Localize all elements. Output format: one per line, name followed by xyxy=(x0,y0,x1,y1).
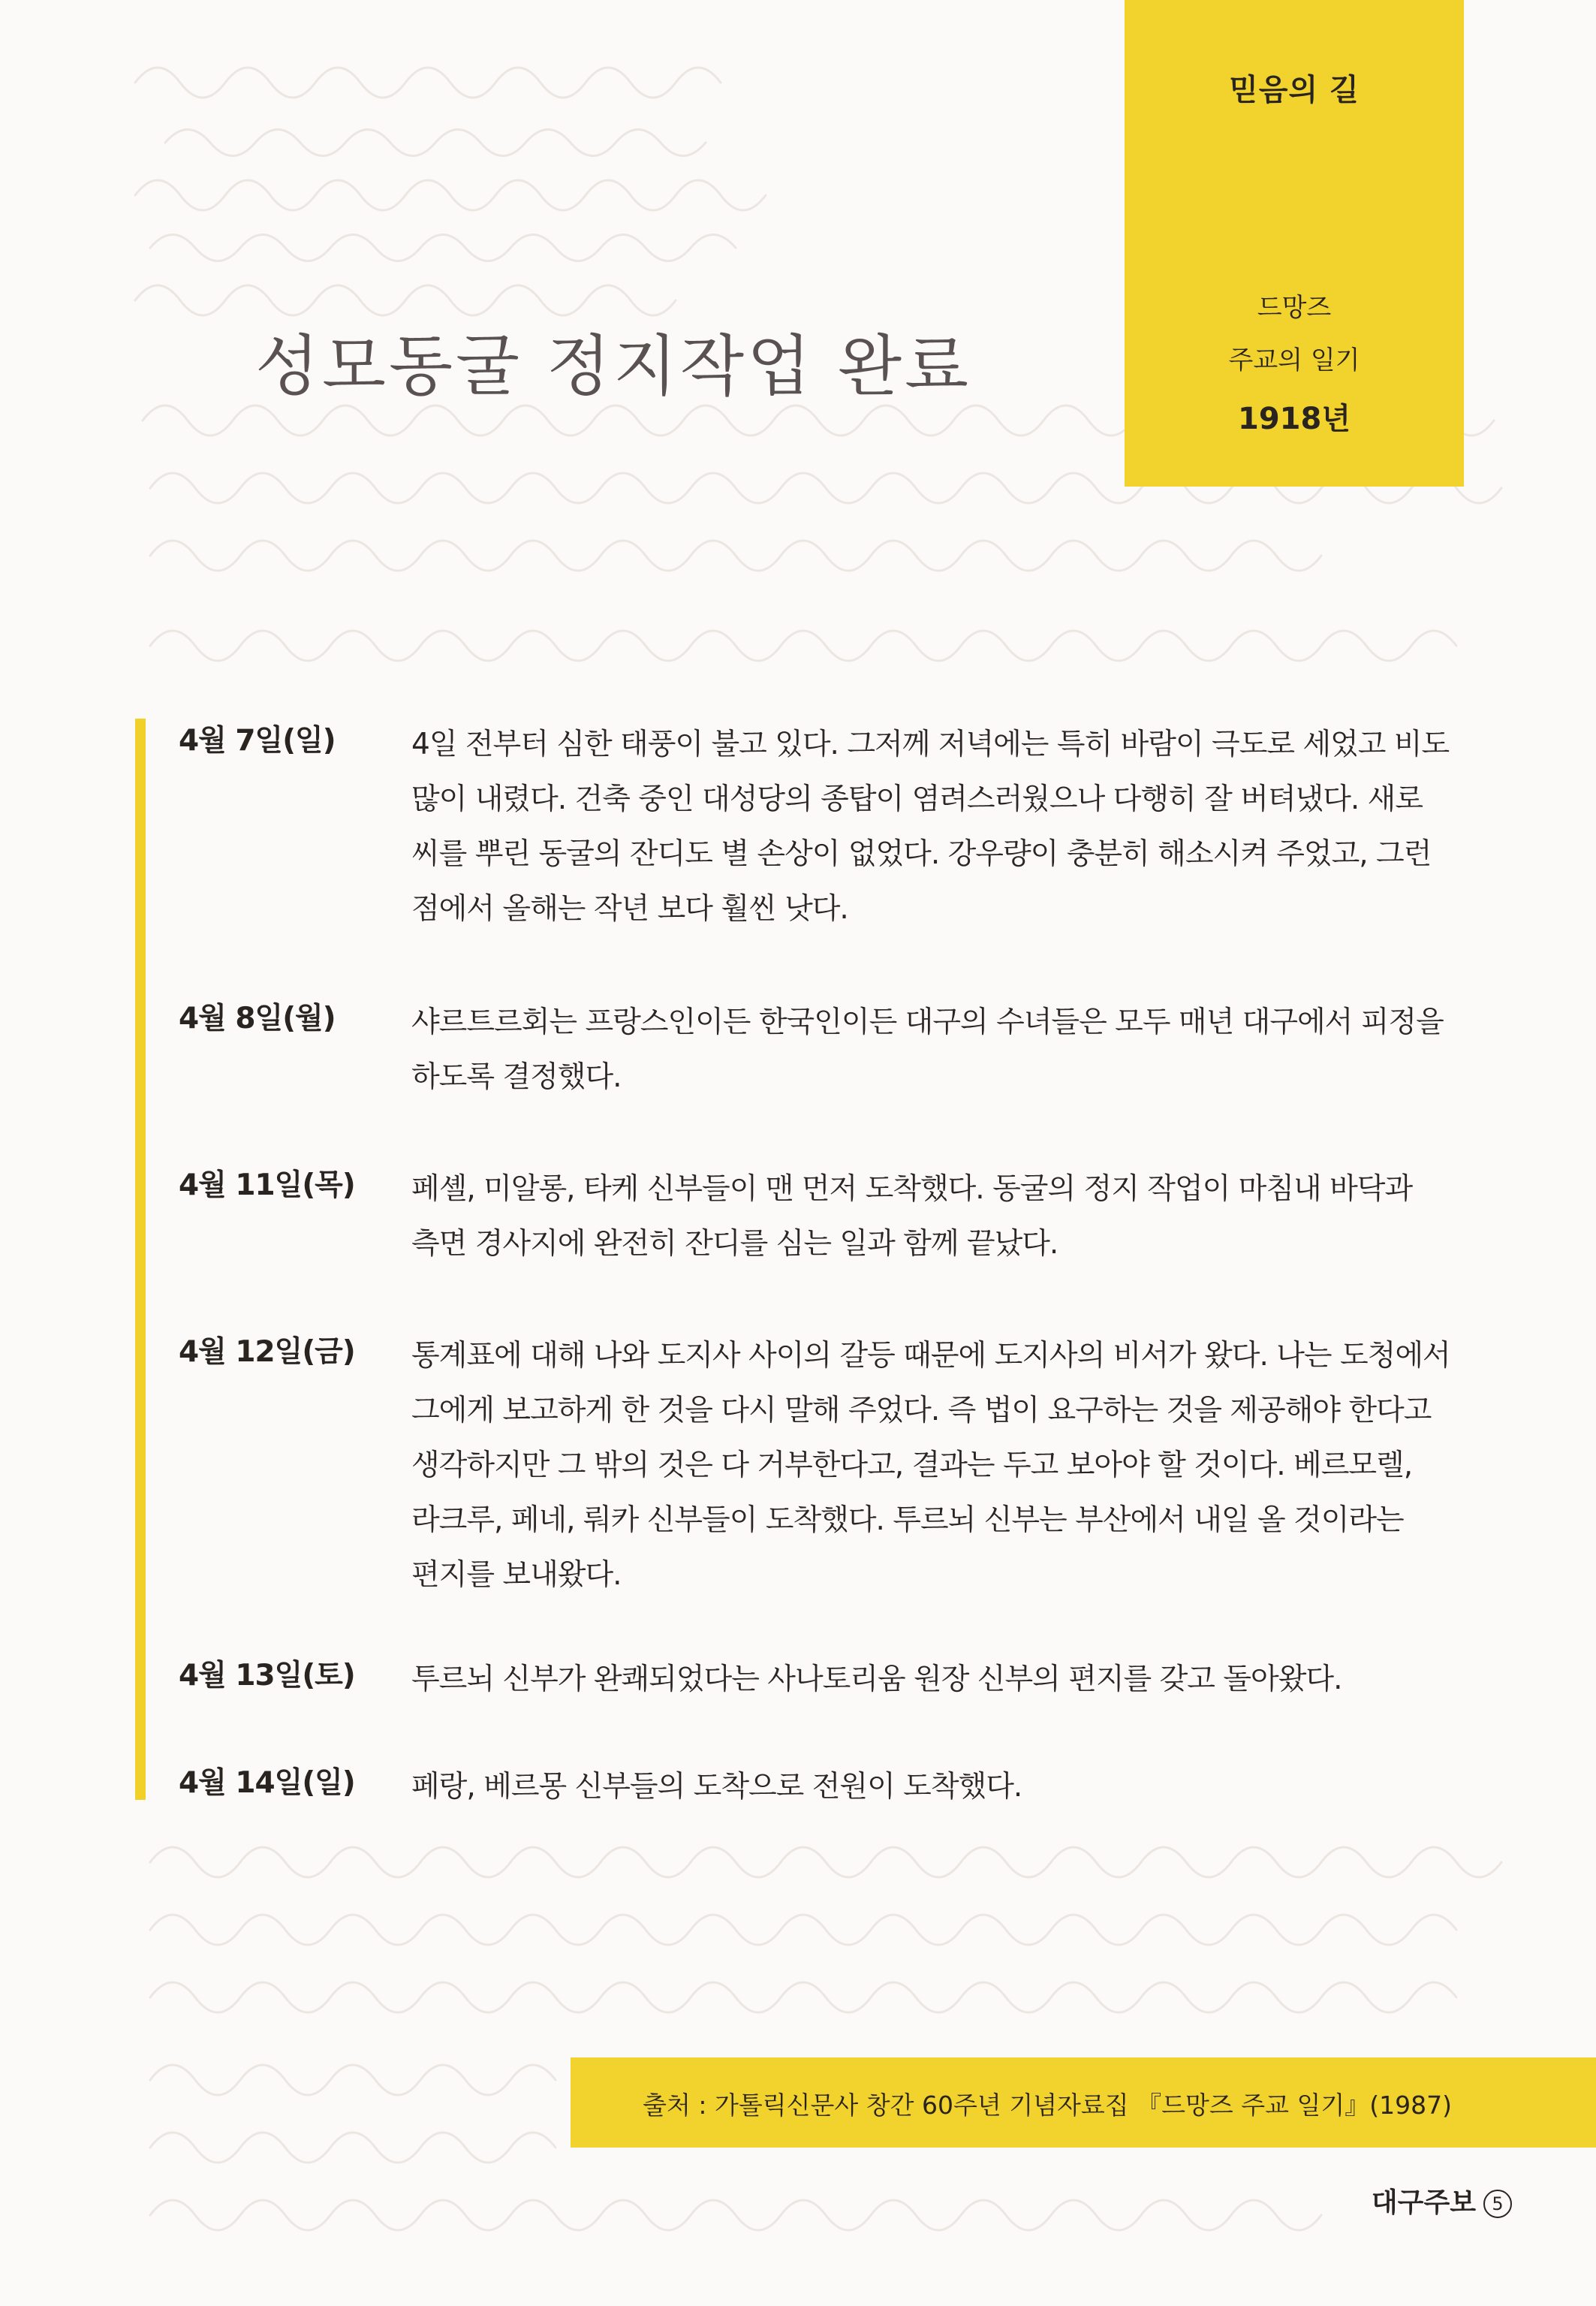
source-bar xyxy=(571,2057,1596,2148)
section-title: 믿음의 길 xyxy=(1229,73,1360,107)
entry-text: 페랑, 베르몽 신부들의 도착으로 전원이 도착했다. xyxy=(411,1770,1022,1804)
entry-text: 투르뇌 신부가 완쾌되었다는 사나토리움 원장 신부의 편지를 갖고 돌아왔다. xyxy=(411,1662,1342,1696)
diary-year: 1918년 xyxy=(1238,402,1351,436)
series-name: 주교의 일기 xyxy=(1228,345,1360,375)
entry-date: 4월 12일(금) xyxy=(179,1335,355,1369)
entry-date: 4월 8일(월) xyxy=(179,1002,336,1035)
page-footer xyxy=(1372,2181,1512,2220)
entry-date: 4월 14일(일) xyxy=(179,1766,355,1800)
author-name: 드망즈 xyxy=(1257,293,1332,323)
entry-text: 4일 전부터 심한 태풍이 불고 있다. 그저께 저녁에는 특히 바람이 극도로 세었고 비도 많이 내렸다. 건축 중인 대성당의 종탑이 염려스러웠으나 다행히 잘 버텨냈다. 새로 씨를 뿌린 동굴의 잔디도 별 손상이 없었다. 강우량이 충분히 해소시켜 주었고, 그런 점에서 올해는 작년 보다 훨씬 낫다. xyxy=(411,728,1450,926)
entry-date: 4월 7일(일) xyxy=(179,724,336,758)
page-number: 5 xyxy=(1483,2190,1512,2218)
publication-name: 대구주보 xyxy=(1371,2187,1476,2218)
entry-text: 페셸, 미알롱, 타케 신부들이 맨 먼저 도착했다. 동굴의 정지 작업이 마침내 바닥과 측면 경사지에 완전히 잔디를 심는 일과 함께 끝났다. xyxy=(411,1172,1413,1261)
section-tag-box xyxy=(1125,0,1464,487)
entry-text: 통계표에 대해 나와 도지사 사이의 갈등 때문에 도지사의 비서가 왔다. 나는 도청에서 그에게 보고하게 한 것을 다시 말해 주었다. 즉 법이 요구하는 것을 제공해야 한다고 생각하지만 그 밖의 것은 다 거부한다고, 결과는 두고 보아야 할 것이다. 베르모렐, 라크루, 페네, 뤄카 신부들이 도착했다. 투르뇌 신부는 부산에서 내일 올 것이라는 편지를 보내왔다. xyxy=(411,1339,1450,1592)
entry-text: 샤르트르회는 프랑스인이든 한국인이든 대구의 수녀들은 모두 매년 대구에서 피정을 하도록 결정했다. xyxy=(411,1005,1444,1094)
source-citation: 출처 : 가톨릭신문사 창간 60주년 기념자료집 『드망즈 주교 일기』(1987) xyxy=(643,2090,1452,2120)
entry-date: 4월 13일(토) xyxy=(179,1659,355,1693)
entries-accent-bar xyxy=(135,719,146,1800)
page-title: 성모동굴 정지작업 완료 xyxy=(255,327,972,405)
entry-date: 4월 11일(목) xyxy=(179,1168,355,1202)
